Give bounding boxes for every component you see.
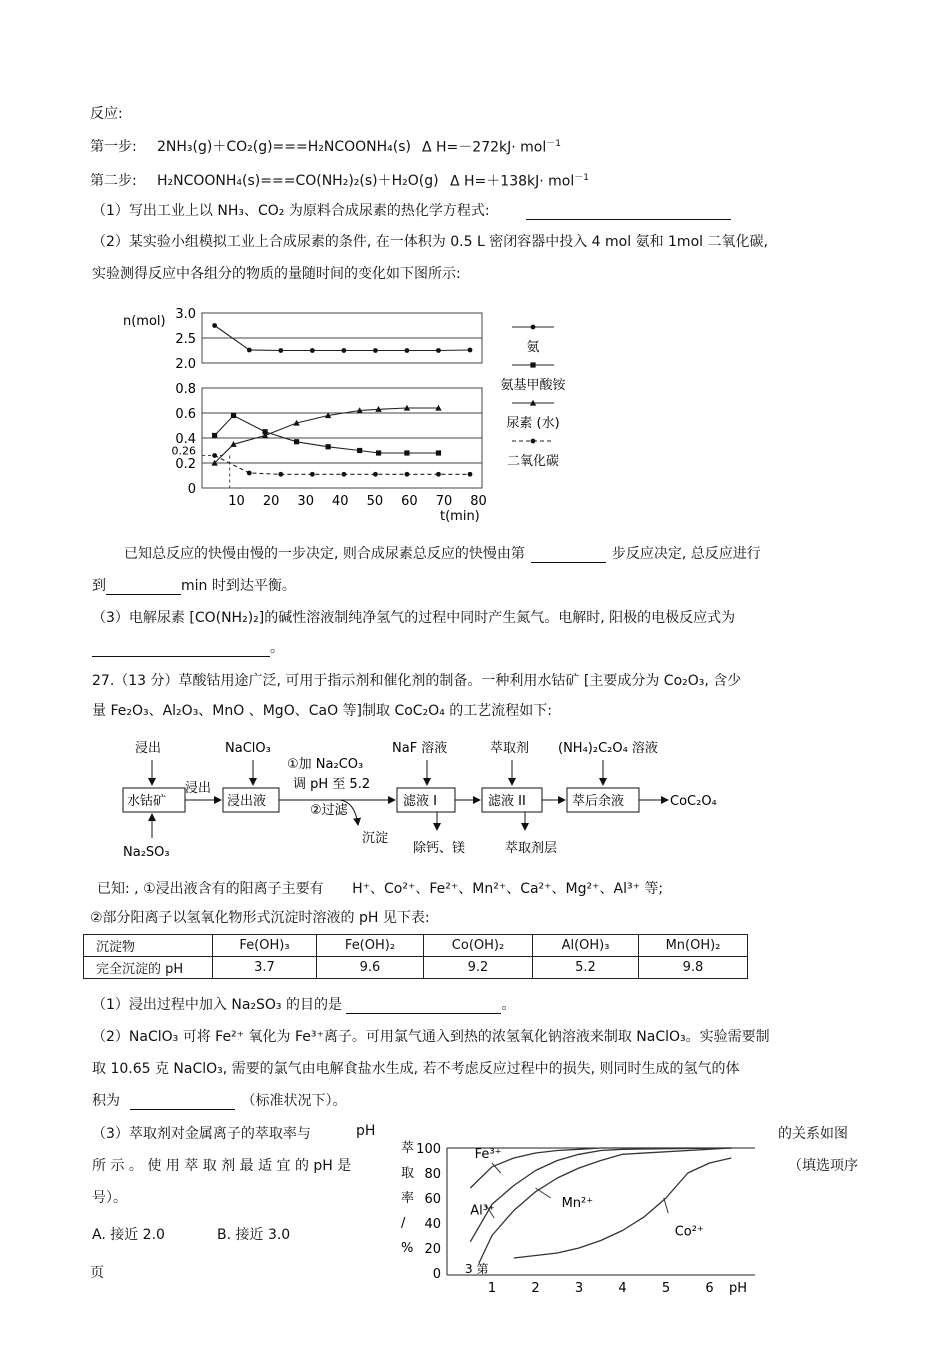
chart1-data-point — [357, 448, 362, 453]
chart2-series — [470, 1147, 731, 1263]
chart1-ytick-label: 3.0 — [175, 307, 196, 322]
step1-equation: 2NH₃(g)＋CO₂(g)===H₂NCOONH₄(s) — [157, 139, 411, 155]
chart2-series-label: Co²⁺ — [674, 1224, 704, 1240]
known-2: ②部分阳离子以氢氧化物形式沉淀时溶液的 pH 见下表: — [90, 910, 430, 926]
chart1-data-point — [468, 348, 473, 353]
sub-question-3-line1b: pH — [356, 1123, 376, 1139]
table-cell: 9.8 — [639, 957, 748, 979]
chart1-ytick-label: 0.2 — [175, 457, 196, 472]
chart1-data-point — [436, 450, 441, 455]
chart1-xtick-label: 20 — [262, 494, 280, 509]
chart2-ytick-label: 100 — [416, 1142, 441, 1157]
flow-condition-2: 调 pH 至 5.2 — [293, 777, 371, 792]
chart1-data-point — [247, 348, 252, 353]
chart1-data-point — [310, 472, 315, 477]
sub-question-3-line2b: （填选项序 — [788, 1158, 858, 1174]
flow-box-ore-label: 水钴矿 — [127, 794, 167, 809]
table-header-cell: 沉淀物 — [84, 935, 213, 957]
problem-27-line1: 27.（13 分）草酸钴用途广泛, 可用于指示剂和催化剂的制备。一种利用水钴矿 [主要成分为 Co₂O₃, 含少 — [92, 673, 742, 689]
chart1-legend-label: 尿素 (水) — [506, 416, 560, 431]
flow-bottom-precipitate: 沉淀 — [362, 831, 389, 846]
flow-arrow-leach-label: 浸出 — [185, 781, 212, 796]
question-2-line2: 实验测得反应中各组分的物质的量随时间的变化如下图所示: — [92, 266, 461, 282]
chart1-data-point — [373, 472, 378, 477]
flow-top-label-naclo3: NaClO₃ — [225, 741, 271, 756]
chart1-ytick-label: 0 — [187, 482, 196, 497]
chart1-data-point — [278, 472, 283, 477]
option-b[interactable]: B. 接近 3.0 — [217, 1227, 291, 1243]
table-row-label: 完全沉淀的 pH — [84, 957, 213, 979]
chart2-xtick-label: 4 — [618, 1281, 627, 1296]
chart2-xtick-label: 3 — [574, 1281, 584, 1296]
chart1-data-point — [405, 348, 410, 353]
chart1-data-point — [373, 348, 378, 353]
table-header-cell: Al(OH)₃ — [533, 935, 639, 957]
sub-question-2-line2: 取 10.65 克 NaClO₃, 需要的氯气由电解食盐水生成, 若不考虑反应过程中的损失, 则同时生成的氢气的体 — [92, 1061, 740, 1077]
sub-question-2-line3: 积为 （标准状况下）。 — [92, 1093, 347, 1109]
table-cell: 9.2 — [424, 957, 533, 979]
known-1: 已知: , ①浸出液含有的阳离子主要有 H⁺、Co²⁺、Fe²⁺、Mn²⁺、Ca²⁺、Mg²⁺、Al³⁺ 等; — [97, 881, 664, 897]
table-cell: 5.2 — [533, 957, 639, 979]
chart1-data-point — [326, 444, 331, 449]
flow-condition-3: ②过滤 — [310, 803, 348, 818]
sub-question-3-line1c: 的关系如图 — [778, 1126, 848, 1142]
chart2-series-line — [514, 1158, 732, 1258]
sub-question-3-line3: 号）。 — [92, 1190, 127, 1206]
chart1-xtick-label: 80 — [470, 494, 487, 509]
chart1-data-point — [436, 348, 441, 353]
chart2-ylabel-char: / — [401, 1216, 406, 1231]
chart1-legend — [500, 325, 566, 469]
chart1-legend-marker — [530, 362, 535, 367]
page-footer: 页 — [90, 1265, 104, 1281]
chart2-series-line — [470, 1148, 731, 1188]
flow-box-filtrate1-label: 滤液 I — [403, 794, 437, 809]
chart1-data-point — [404, 450, 409, 455]
option-a[interactable]: A. 接近 2.0 — [92, 1227, 165, 1243]
chart1-ylabel: n(mol) — [123, 314, 166, 329]
flow-box-raffinate-label: 萃后余液 — [572, 794, 625, 809]
answer-blank-4[interactable] — [92, 656, 270, 657]
process-flow-diagram — [115, 730, 735, 865]
chart1-series — [211, 323, 472, 477]
sub-question-1: （1）浸出过程中加入 Na₂SO₃ 的目的是 。 — [92, 997, 516, 1013]
chart1-data-point — [212, 323, 217, 328]
flow-bottom-na2so3: Na₂SO₃ — [123, 845, 170, 860]
flow-bottom-extract-layer: 萃取剂层 — [505, 841, 558, 856]
chart1-data-point — [436, 472, 441, 477]
answer-blank-1[interactable] — [526, 219, 731, 220]
chart2-ytick-label: 20 — [424, 1242, 441, 1257]
chart2-ylabel-char: 取 — [401, 1166, 415, 1181]
chart1-xtick-label: 10 — [228, 494, 245, 509]
sub-question-3-line1a: （3）萃取剂对金属离子的萃取率与 — [92, 1126, 311, 1142]
question-3-line2: 。 — [92, 637, 284, 657]
chart1-data-point — [212, 433, 217, 438]
table-row — [84, 957, 748, 979]
chart1-data-point — [231, 413, 236, 418]
chart1-data-point — [341, 472, 346, 477]
sub-question-2-line1: （2）NaClO₃ 可将 Fe²⁺ 氧化为 Fe³⁺离子。可用氯气通入到热的浓氢氧化钠溶液来制取 NaClO₃。实验需要制 — [92, 1029, 770, 1045]
chart2-ylabel-char: 率 — [401, 1191, 415, 1206]
table-header-cell: Fe(OH)₃ — [213, 935, 317, 957]
chart1-legend-marker — [531, 439, 536, 444]
table-header-row — [84, 935, 748, 957]
flow-product: CoC₂O₄ — [670, 794, 717, 809]
chart2-series-label: Fe³⁺ — [474, 1147, 502, 1162]
answer-blank-5[interactable] — [346, 1013, 501, 1014]
sub-question-3-line2a: 所 示 。 使 用 萃 取 剂 最 适 宜 的 pH 是 — [92, 1158, 352, 1174]
flow-box-leachate-label: 浸出液 — [227, 794, 267, 809]
flow-top-label-oxalate: (NH₄)₂C₂O₄ 溶液 — [558, 741, 658, 756]
flow-top-label-extractant: 萃取剂 — [490, 741, 530, 756]
chart1-data-point — [341, 348, 346, 353]
chart1-legend-label: 氨基甲酸铵 — [500, 378, 566, 393]
step1-enthalpy: Δ H=－272kJ· mol$^{-1}$ — [422, 139, 561, 156]
step2-enthalpy: Δ H=＋138kJ· mol$^{-1}$ — [450, 173, 589, 190]
question-2-line4: 到 min 时到达平衡。 — [92, 578, 296, 594]
chart2-series-line — [479, 1148, 731, 1263]
flow-top-label-leach: 浸出 — [135, 741, 162, 756]
table-header-cell: Fe(OH)₂ — [317, 935, 424, 957]
flow-condition-1: ①加 Na₂CO₃ — [287, 757, 364, 772]
chart1-data-point — [278, 348, 283, 353]
chart1-data-point — [247, 471, 252, 476]
chart2-ytick-label: 40 — [424, 1217, 441, 1232]
chart1-data-point — [310, 348, 315, 353]
chart2-label-leader — [664, 1198, 668, 1213]
chart2-ylabel-char: % — [401, 1241, 414, 1256]
step2-equation: H₂NCOONH₄(s)===CO(NH₂)₂(s)＋H₂O(g) — [157, 173, 439, 189]
chart2-ylabel-char: 萃 — [401, 1141, 415, 1156]
question-2-line1: （2）某实验小组模拟工业上合成尿素的条件, 在一体积为 0.5 L 密闭容器中投入 4 mol 氨和 1mol 二氧化碳, — [92, 234, 768, 250]
flow-box-filtrate2-label: 滤液 II — [488, 794, 526, 809]
step2-label: 第二步: — [90, 173, 137, 189]
chart1-ytick-label: 2.0 — [175, 357, 196, 372]
table-header-cell: Mn(OH)₂ — [639, 935, 748, 957]
chart2-series-label: Al³⁺ — [470, 1203, 495, 1219]
question-2-line3: 已知总反应的快慢由慢的一步决定, 则合成尿素总反应的快慢由第 步反应决定, 总反应进行 — [124, 546, 761, 562]
chart2-series-label: Mn²⁺ — [561, 1195, 594, 1211]
table-cell: 3.7 — [213, 957, 317, 979]
chart1-legend-label: 二氧化碳 — [506, 454, 560, 469]
chart1-xtick-label: 50 — [366, 494, 384, 509]
step1-label: 第一步: — [90, 139, 137, 155]
chart1-ytick-label: 0.26 — [171, 444, 196, 458]
chart2-xtick-label: 2 — [531, 1281, 540, 1296]
chart1-data-point — [294, 439, 299, 444]
flow-top-label-naf: NaF 溶液 — [392, 741, 448, 756]
chart1-data-point — [405, 472, 410, 477]
chart1-xlabel: t(min) — [440, 509, 480, 524]
chart2-xtick-label: 5 — [661, 1281, 671, 1296]
precipitation-ph-table — [83, 934, 748, 979]
chart2-ylabel — [401, 1141, 414, 1256]
chart1-legend-label: 氨 — [526, 340, 540, 355]
chart1-upper-panel — [175, 307, 482, 372]
reaction-intro: 反应: — [90, 106, 123, 122]
chart1-xtick-label: 60 — [401, 494, 418, 509]
chart2-page-mark: 3 第 — [465, 1262, 489, 1276]
chart1-xtick-label: 70 — [435, 494, 453, 509]
chart2-xlabel: pH — [729, 1281, 748, 1296]
extraction-rate-chart — [395, 1135, 755, 1300]
chart2-xtick-label: 1 — [487, 1281, 497, 1296]
chart1-xtick-label: 40 — [331, 494, 349, 509]
answer-blank-2[interactable] — [531, 562, 606, 563]
chart1-xtick-label: 30 — [297, 494, 314, 509]
chart1-data-point — [376, 450, 381, 455]
question-1: （1）写出工业上以 NH₃、CO₂ 为原料合成尿素的热化学方程式: — [92, 200, 731, 220]
chart2-ytick-label: 80 — [424, 1167, 441, 1182]
question-3-line1: （3）电解尿素 [CO(NH₂)₂]的碱性溶液制纯净氢气的过程中同时产生氮气。电解时, 阳极的电极反应式为 — [92, 610, 736, 626]
table-cell: 9.6 — [317, 957, 424, 979]
table-header-cell: Co(OH)₂ — [424, 935, 533, 957]
flow-bottom-remove-ca-mg: 除钙、镁 — [413, 841, 466, 856]
mole-time-chart — [110, 300, 590, 530]
chart1-data-point — [212, 453, 217, 458]
chart1-data-point — [468, 472, 473, 477]
chart2-ytick-label: 60 — [424, 1192, 441, 1207]
chart1-series-line — [215, 456, 470, 475]
chart1-ytick-label: 2.5 — [175, 332, 196, 347]
chart2-ytick-label: 0 — [432, 1267, 441, 1282]
chart2-xtick-label: 6 — [705, 1281, 714, 1296]
chart2-label-leader — [536, 1188, 551, 1198]
chart1-ytick-label: 0.8 — [175, 382, 196, 397]
chart1-ytick-label: 0.4 — [175, 432, 196, 447]
answer-blank-6[interactable] — [130, 1109, 235, 1110]
chart1-ytick-label: 0.6 — [175, 407, 196, 422]
chart1-legend-marker — [531, 325, 536, 330]
answer-blank-3[interactable] — [106, 594, 181, 595]
problem-27-line2: 量 Fe₂O₃、Al₂O₃、MnO 、MgO、CaO 等]制取 CoC₂O₄ 的工艺流程如下: — [92, 703, 552, 719]
